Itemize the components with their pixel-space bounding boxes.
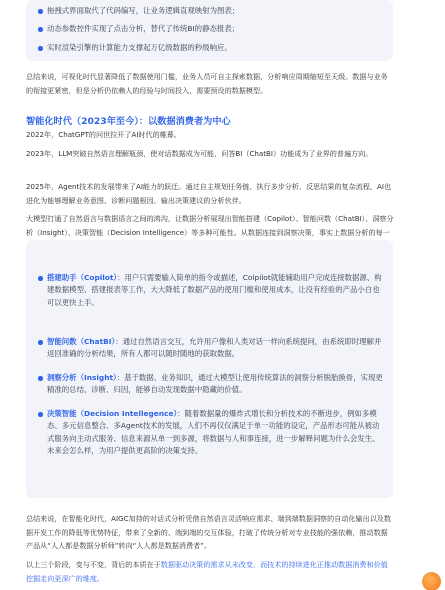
term-label: 洞察分析（Insight）: [47, 373, 117, 382]
paragraph-models: 大模型打通了自然语言与数据语言之间的鸿沟，让数据分析展现出智能搭建（Copilot）、智能问数（ChatBI）、洞察分析（Insight）、决策智能（Decision Intelligence）等多种可能性。从数据连接到洞察决策，事实上数据分析的每一: [26, 214, 394, 237]
capability-list-panel: [26, 240, 393, 498]
bullet-dot-icon: [38, 376, 43, 381]
paragraph-2022: 2022年，ChatGPT的问世拉开了AI时代的帷幕。: [26, 130, 181, 139]
closing-paragraph: 以上三个阶段，变与不变，背后的本质在于数据驱动决策的需求从未改变，而技术的持续进化正推动数据消费和价值挖掘走向更深广的维度。: [26, 560, 388, 583]
list-item-insight: 洞察分析（Insight）：基于数据、业务知识，通过大模型让使用传统算法的洞察分析脱胎换骨，实现更精准的总结、诊断、归因，能够自动发现数据中隐藏的价值。: [38, 372, 385, 397]
bullet-dot-icon: [38, 46, 43, 51]
feature-list-panel: [26, 0, 393, 61]
summary-paragraph: 总结来说，可视化时代显著降低了数据使用门槛，业务人员可自主探索数据，分析响应周期缩短至天级。数据与业务的衔接更紧密，但是分析仍依赖人的经验与时间投入，需要预设的数据模型。: [26, 72, 388, 95]
list-item-chatbi: 智能问数（ChatBI）：通过自然语言交互，允许用户像和人类对话一样向系统提问，由系统即时理解并返回准确的分析结果，所有人都可以随时随地的获取数据。: [38, 336, 385, 361]
bullet-dot-icon: [38, 27, 43, 32]
list-item: 拖拽式界面取代了代码编写，让业务逻辑直观映射为图表；: [38, 5, 385, 17]
paragraph-2025: 2025年，Agent技术的发展带来了AI能力的跃迁。通过自主规划任务链、执行多步分析、反思结果的复杂流程，AI也进化为能够理解业务意图、诊断问题根因、输出决策建议的分析伙伴。: [26, 182, 392, 205]
bullet-dot-icon: [38, 276, 43, 281]
highlighted-text: 数据驱动决策的需求从未改变，而技术的持续进化正推动数据消费和价值挖掘走向更深广的维度。: [26, 560, 388, 583]
term-label: 搭建助手（Copilot）: [47, 273, 118, 282]
list-item: 实时渲染引擎的计算能力支撑起万亿级数据的秒级响应。: [38, 42, 385, 54]
bullet-dot-icon: [38, 340, 43, 345]
bullet-dot-icon: [38, 9, 43, 14]
bullet-dot-icon: [38, 412, 43, 417]
list-item-copilot: 搭建助手（Copilot）：用户只需要输入简单的指令或描述，Colpilot就能辅助用户完成连接数据源、构建数据模型、搭建报表等工作，大大降低了数据产品的使用门槛和使用成本，让没有经验的产品小白也可以更快上手。: [38, 272, 385, 309]
paragraph-2023: 2023年，LLM突破自然语言理解瓶颈，使对话数据成为可能，问答BI（ChatBI）功能成为了业界的普遍方向。: [26, 149, 373, 158]
section-heading: 智能化时代（2023年至今）：以数据消费者为中心: [26, 116, 231, 127]
term-label: 智能问数（ChatBI）: [47, 337, 116, 346]
list-item-decision-intelligence: 决策智能（Decision Intellegence）：随着数据量的爆炸式增长和分析技术的不断进步，例如多模态、多元信息整合、多Agent技术的发展，人们不再仅仅满足于单一功能的设定，产品形态可能从被动式服务向主动式服务、信息来源从单一到多源，将数据与人和事连接，进一步解释问题为什么会发生、未来会怎么样，为用户提供更高阶的决策支持。: [38, 408, 385, 457]
list-item: 动态参数控件实现了点击分析，替代了传统BI的静态报表；: [38, 23, 385, 35]
term-label: 决策智能（Decision Intellegence）: [47, 409, 178, 418]
floating-assistant-icon[interactable]: [422, 572, 441, 590]
summary-paragraph-2: 总结来说，在智能化时代，AIGC加持的对话式分析凭借自然语言灵活响应需求、端到端数据洞察的自动化输出以及数据开发工作的降低等优势特征，带来了全新的、端到端的交互体验，打破了传统分析对专业技能的强依赖，推动数据产品从“人人都是数据分析师”转向“人人都是数据消费者”。: [26, 514, 391, 551]
